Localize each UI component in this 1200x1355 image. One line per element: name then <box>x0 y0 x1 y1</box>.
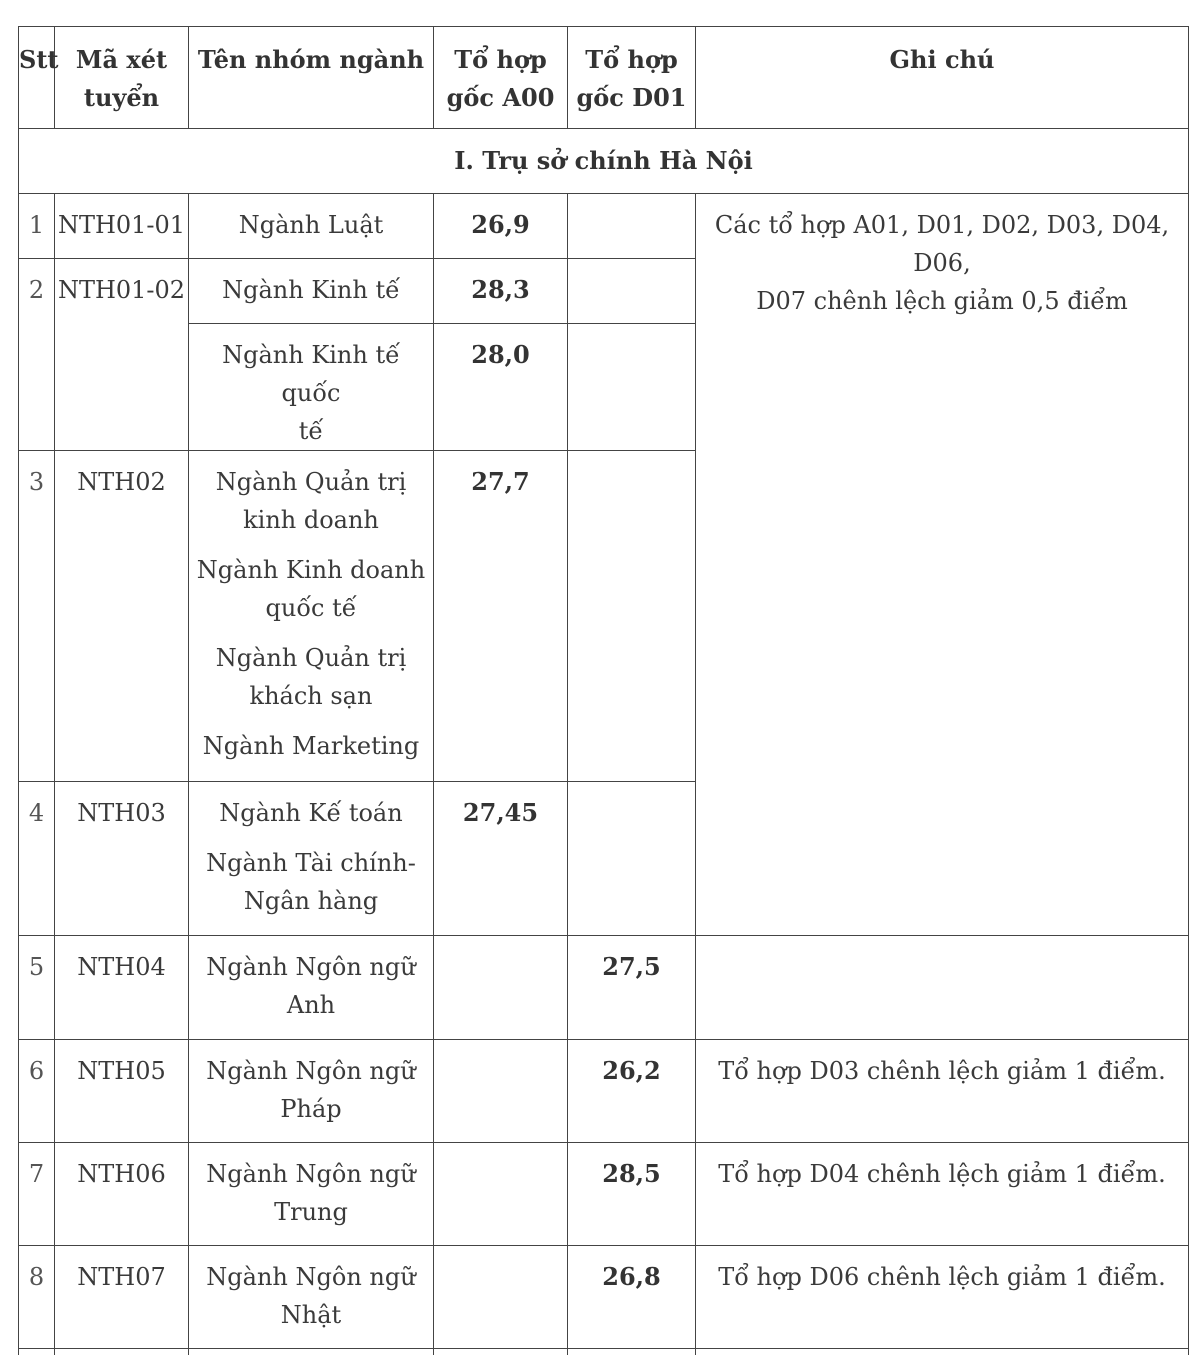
table-row <box>19 936 1189 1040</box>
header-stt: Stt <box>19 27 55 129</box>
stt-cell: 3 <box>19 451 55 782</box>
a00-cell <box>434 1246 568 1349</box>
stt-cell: 1 <box>19 194 55 259</box>
d01-cell <box>568 324 696 451</box>
d01-cell: 28,5 <box>568 1143 696 1246</box>
header-code: Mã xét tuyển <box>55 27 189 129</box>
table-row <box>19 1040 1189 1143</box>
code-cell: NTH04 <box>55 936 189 1040</box>
name-cell: Ngành Luật <box>189 194 434 259</box>
a00-cell: 27,45 <box>434 782 568 936</box>
header-d01: Tổ hợp gốc D01 <box>568 27 696 129</box>
continuation-row <box>19 1349 1189 1355</box>
name-cell: Ngành Ngôn ngữ Trung <box>189 1143 434 1246</box>
d01-cell <box>568 194 696 259</box>
code-cell: NTH01-01 <box>55 194 189 259</box>
stt-cell: 4 <box>19 782 55 936</box>
table-row <box>19 194 1189 259</box>
note-cell <box>696 936 1189 1040</box>
d01-cell <box>568 259 696 324</box>
a00-cell <box>434 936 568 1040</box>
a00-cell: 27,7 <box>434 451 568 782</box>
a00-cell: 26,9 <box>434 194 568 259</box>
d01-cell: 26,8 <box>568 1246 696 1349</box>
code-cell: NTH06 <box>55 1143 189 1246</box>
code-cell: NTH02 <box>55 451 189 782</box>
merged-note-cell: Các tổ hợp A01, D01, D02, D03, D04, D06, D07 chênh lệch giảm 0,5 điểm <box>696 194 1189 936</box>
code-cell: NTH05 <box>55 1040 189 1143</box>
name-cell: Ngành Quản trị kinh doanh Ngành Kinh doanh quốc tế Ngành Quản trị khách sạn Ngành Marketing <box>189 451 434 782</box>
stt-cell: 7 <box>19 1143 55 1246</box>
header-row <box>19 27 1189 129</box>
note-cell: Tổ hợp D06 chênh lệch giảm 1 điểm. <box>696 1246 1189 1349</box>
stt-cell: 6 <box>19 1040 55 1143</box>
section-row <box>19 129 1189 194</box>
d01-cell <box>568 782 696 936</box>
header-a00: Tổ hợp gốc A00 <box>434 27 568 129</box>
code-cell: NTH01-02 <box>55 259 189 451</box>
name-cell: Ngành Kế toán Ngành Tài chính- Ngân hàng <box>189 782 434 936</box>
a00-cell: 28,3 <box>434 259 568 324</box>
section-title: I. Trụ sở chính Hà Nội <box>19 129 1189 194</box>
stt-cell: 2 <box>19 259 55 451</box>
name-cell: Ngành Ngôn ngữ Anh <box>189 936 434 1040</box>
name-cell: Ngành Kinh tế <box>189 259 434 324</box>
table-row <box>19 1246 1189 1349</box>
d01-cell: 26,2 <box>568 1040 696 1143</box>
note-cell: Tổ hợp D04 chênh lệch giảm 1 điểm. <box>696 1143 1189 1246</box>
code-cell: NTH07 <box>55 1246 189 1349</box>
d01-cell <box>568 451 696 782</box>
code-cell: NTH03 <box>55 782 189 936</box>
name-cell: Ngành Kinh tế quốc tế <box>189 324 434 451</box>
a00-cell: 28,0 <box>434 324 568 451</box>
a00-cell <box>434 1040 568 1143</box>
name-cell: Ngành Ngôn ngữ Pháp <box>189 1040 434 1143</box>
a00-cell <box>434 1143 568 1246</box>
note-cell: Tổ hợp D03 chênh lệch giảm 1 điểm. <box>696 1040 1189 1143</box>
stt-cell: 8 <box>19 1246 55 1349</box>
stt-cell: 5 <box>19 936 55 1040</box>
table-row <box>19 1143 1189 1246</box>
header-note: Ghi chú <box>696 27 1189 129</box>
admission-score-table <box>18 26 1189 1355</box>
name-cell: Ngành Ngôn ngữ Nhật <box>189 1246 434 1349</box>
header-name: Tên nhóm ngành <box>189 27 434 129</box>
d01-cell: 27,5 <box>568 936 696 1040</box>
